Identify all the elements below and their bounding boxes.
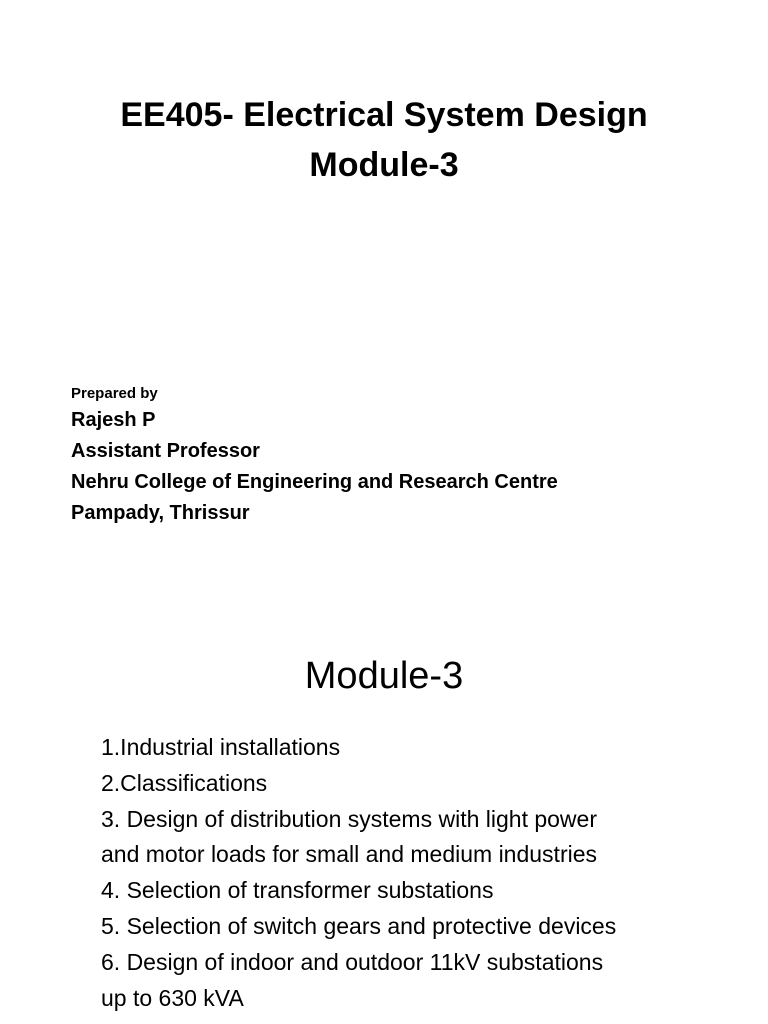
topic-line: 1.Industrial installations — [101, 734, 341, 760]
topic-line: 5. Selection of switch gears and protective devices — [101, 912, 617, 939]
prepared-by-label: Prepared by — [71, 385, 158, 402]
topic-line: up to 630 kVA — [101, 984, 244, 1011]
author-name: Rajesh P — [71, 409, 156, 431]
topic-line: 6. Design of indoor and outdoor 11kV substations — [101, 948, 604, 975]
module-contents-slide — [0, 630, 768, 1024]
slide-title — [0, 90, 768, 190]
topic-line: 2.Classifications — [101, 769, 268, 796]
course-title: EE405- Electrical System Design — [120, 96, 648, 134]
author-block — [71, 383, 558, 529]
topic-line: 4. Selection of transformer substations — [101, 877, 494, 904]
topic-line: and motor loads for small and medium industries — [101, 841, 598, 868]
topic-line: 3. Design of distribution systems with light power — [101, 805, 597, 832]
author-position: Assistant Professor — [71, 440, 260, 462]
institution-location: Pampady, Thrissur — [71, 502, 250, 524]
module-heading: Module-3 — [304, 655, 464, 697]
institution-name: Nehru College of Engineering and Research Centre — [71, 471, 558, 493]
module-subtitle: Module-3 — [309, 146, 459, 184]
topic-list — [101, 730, 741, 1016]
